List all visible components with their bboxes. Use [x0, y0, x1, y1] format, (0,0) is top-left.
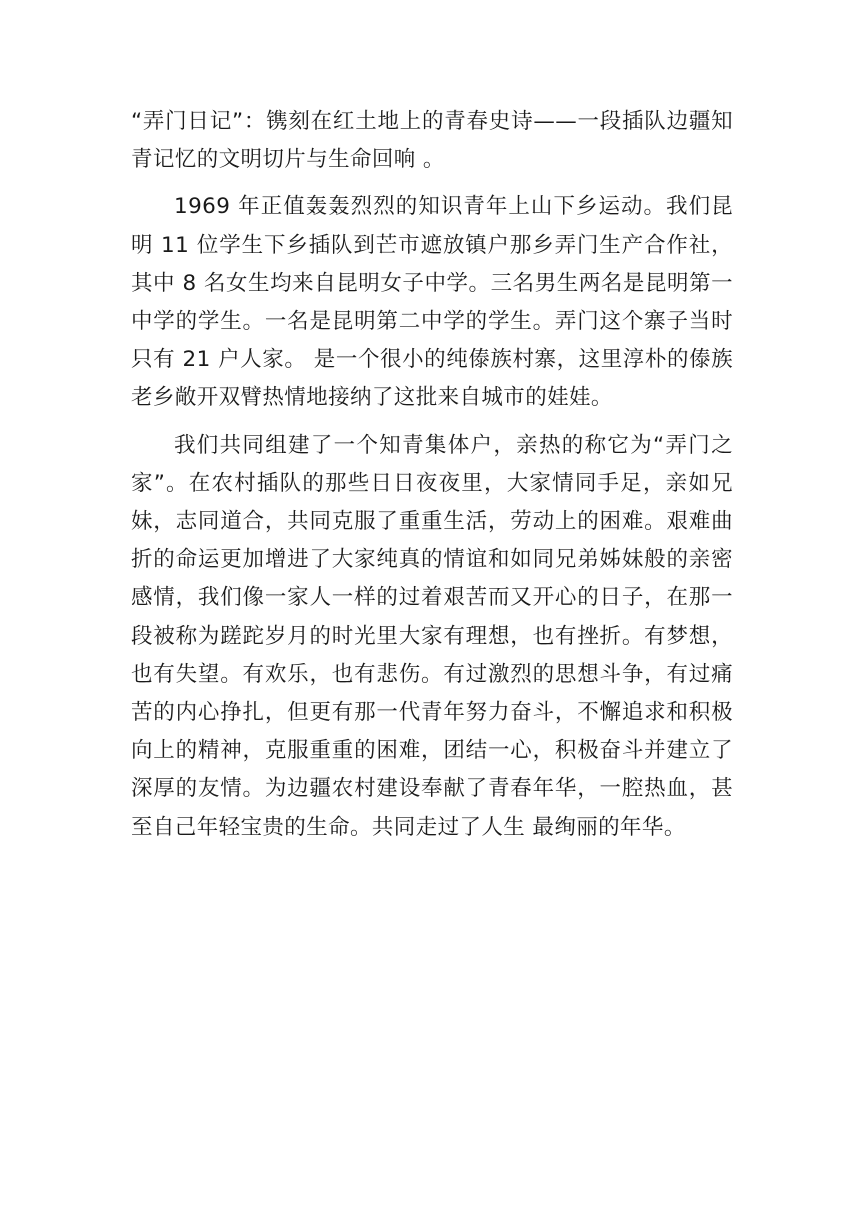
paragraph-1: 1969 年正值轰轰烈烈的知识青年上山下乡运动。我们昆明 11 位学生下乡插队到芒市遮放镇户那乡弄门生产合作社，其中 8 名女生均来自昆明女子中学。三名男生两名是昆明第一中学的学生。一名是昆明第二中学的学生。弄门这个寨子当时只有 21 户人家。 是一个很小的纯傣族村寨，这里淳朴的傣族老乡敞开双臂热情地接纳了这批来自城市的娃娃。 — [131, 194, 733, 411]
paragraph-2: 我们共同组建了一个知青集体户，亲热的称它为“弄门之家”。在农村插队的那些日日夜夜里，大家情同手足，亲如兄妹，志同道合，共同克服了重重生活，劳动上的困难。艰难曲折的命运更加增进了大家纯真的情谊和如同兄弟姊妹般的亲密感情，我们像一家人一样的过着艰苦而又开心的日子，在那一段被称为蹉跎岁月的时光里大家有理想，也有挫折。有梦想，也有失望。有欢乐，也有悲伤。有过激烈的思想斗争，有过痛苦的内心挣扎，但更有那一代青年努力奋斗，不懈追求和积极向上的精神，克服重重的困难，团结一心，积极奋斗并建立了深厚的友情。为边疆农村建设奉献了青春年华，一腔热血，甚至自己年轻宝贵的生命。共同走过了人生 最绚丽的年华。 — [131, 432, 733, 840]
document-title: “弄门日记”：镌刻在红土地上的青春史诗——一段插队边疆知青记忆的文明切片与生命回响 。 — [131, 109, 733, 173]
document-body — [131, 103, 733, 856]
